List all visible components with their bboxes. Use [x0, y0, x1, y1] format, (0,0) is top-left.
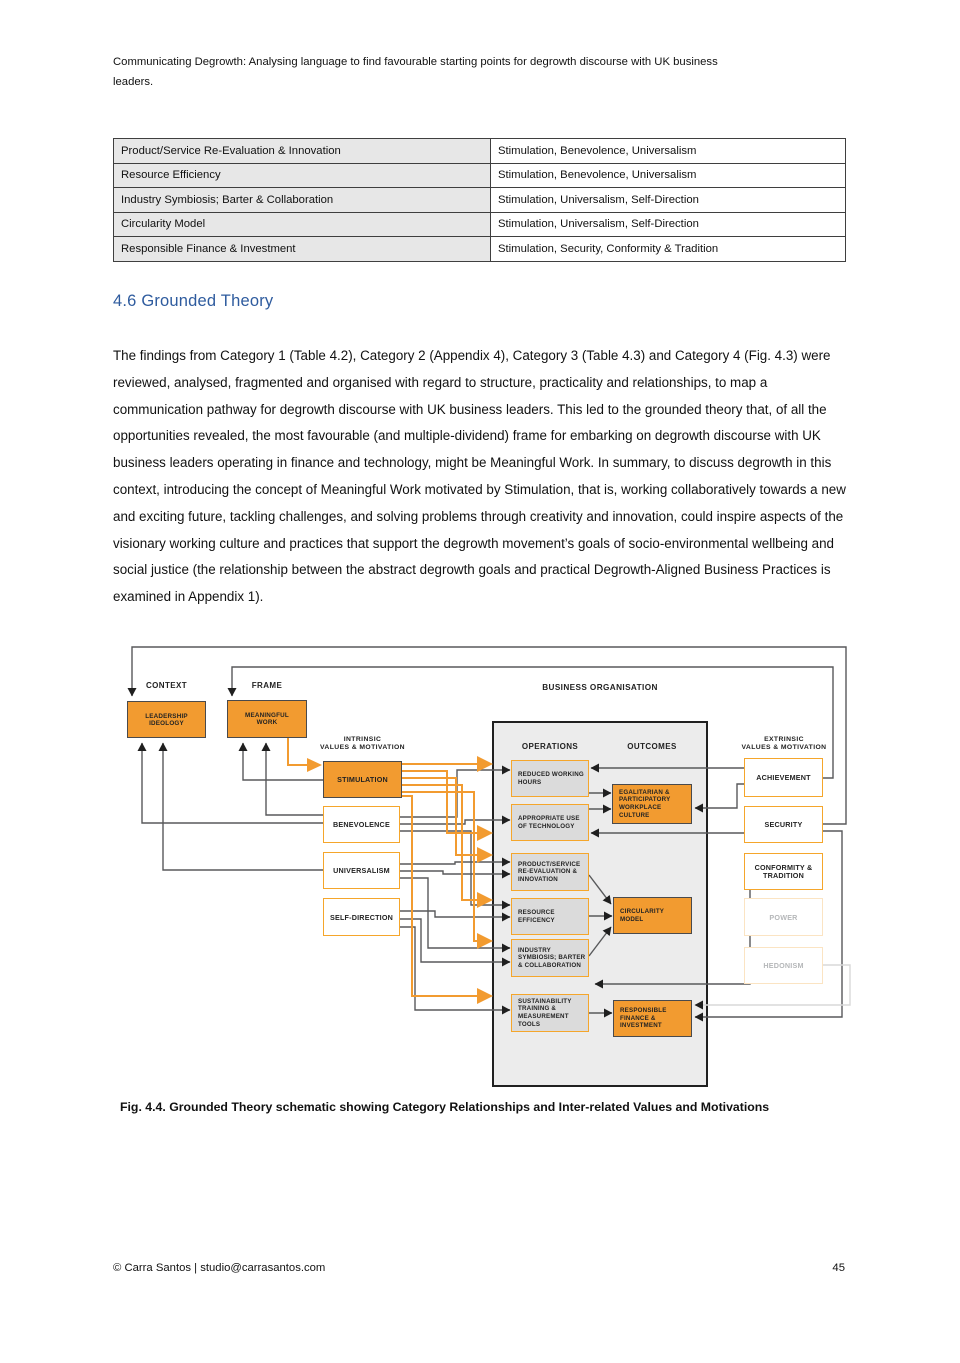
values-cell: Stimulation, Universalism, Self-Direction	[491, 188, 846, 213]
values-cell: Stimulation, Benevolence, Universalism	[491, 139, 846, 164]
practice-cell: Resource Efficiency	[114, 163, 491, 188]
values-cell: Stimulation, Universalism, Self-Direction	[491, 212, 846, 237]
box-industry-symbiosis: INDUSTRY SYMBIOSIS; BARTER & COLLABORATION	[511, 939, 589, 977]
box-resource-efficency: RESOURCE EFFICENCY	[511, 898, 589, 935]
box-power: POWER	[744, 898, 823, 936]
running-header: Communicating Degrowth: Analysing language to find favourable starting points for degrowth discourse with UK business leaders.	[113, 56, 718, 88]
box-reduced-working-hours: REDUCED WORKING HOURS	[511, 760, 589, 797]
figure-caption: Fig. 4.4. Grounded Theory schematic showing Category Relationships and Inter-related Values and Motivations	[120, 1100, 770, 1114]
practice-cell: Responsible Finance & Investment	[114, 237, 491, 262]
frame-label: FRAME	[251, 681, 283, 690]
grounded-theory-schematic	[125, 643, 855, 1095]
box-meaningful-work: MEANINGFUL WORK	[227, 700, 307, 738]
context-label: CONTEXT	[145, 681, 188, 690]
operations-label: OPERATIONS	[521, 742, 579, 751]
box-achievement: ACHIEVEMENT	[744, 758, 823, 797]
intrinsic-values-label: INTRINSIC VALUES & MOTIVATION	[319, 736, 405, 751]
table-row	[114, 188, 846, 213]
box-product-service-re-evaluation: PRODUCT/SERVICE RE-EVALUATION & INNOVATION	[511, 853, 589, 891]
box-sustainability-training: SUSTAINABILITY TRAINING & MEASUREMENT TOOLS	[511, 994, 589, 1032]
values-cell: Stimulation, Benevolence, Universalism	[491, 163, 846, 188]
practice-cell: Product/Service Re-Evaluation & Innovation	[114, 139, 491, 164]
box-universalism: UNIVERSALISM	[323, 852, 400, 889]
table-row	[114, 163, 846, 188]
practices-values-table	[113, 138, 846, 262]
values-cell: Stimulation, Security, Conformity & Tradition	[491, 237, 846, 262]
practice-cell: Circularity Model	[114, 212, 491, 237]
box-benevolence: BENEVOLENCE	[323, 806, 400, 843]
box-stimulation: STIMULATION	[323, 761, 402, 798]
table-row	[114, 212, 846, 237]
business-organisation-label: BUSINESS ORGANISATION	[542, 683, 658, 692]
page-number: 45	[832, 1262, 845, 1274]
box-conformity-tradition: CONFORMITY & TRADITION	[744, 853, 823, 890]
box-leadership-ideology: LEADERSHIP IDEOLOGY	[127, 701, 206, 738]
box-hedonism: HEDONISM	[744, 947, 823, 984]
box-self-direction: SELF-DIRECTION	[323, 898, 400, 936]
table-row	[114, 237, 846, 262]
box-egalitarian-culture: EGALITARIAN & PARTICIPATORY WORKPLACE CULTURE	[612, 784, 692, 824]
extrinsic-values-label: EXTRINSIC VALUES & MOTIVATION	[741, 736, 827, 751]
practice-cell: Industry Symbiosis; Barter & Collaboration	[114, 188, 491, 213]
box-appropriate-use-of-technology: APPROPRIATE USE OF TECHNOLOGY	[511, 804, 589, 841]
box-responsible-finance: RESPONSIBLE FINANCE & INVESTMENT	[613, 1000, 692, 1037]
outcomes-label: OUTCOMES	[627, 742, 677, 751]
box-security: SECURITY	[744, 806, 823, 843]
body-paragraph: The findings from Category 1 (Table 4.2), Category 2 (Appendix 4), Category 3 (Table 4.3) and Category 4 (Fig. 4.3) were reviewed, analysed, fragmented and organised with regard to structure, practicality and relationships, to map a communication pathway for degrowth discourse with UK business leaders. This led to the grounded theory that, of all the opportunities revealed, the most favourable (and multiple-dividend) frame for embarking on degrowth discourse with UK business leaders operating in finance and technology, might be Meaningful Work. In summary, to discuss degrowth in this context, introducing the concept of Meaningful Work motivated by Stimulation, that is, working collaboratively towards a new and exciting future, tackling challenges, and solving problems through creativity and innovation, could inspire aspects of the visionary working culture and practices that support the degrowth movement’s goals of socio-environmental wellbeing and social justice (the relationship between the abstract degrowth goals and practical Degrowth-Aligned Business Practices is examined in Appendix 1).	[113, 348, 846, 605]
box-circularity-model: CIRCULARITY MODEL	[613, 897, 692, 934]
table-row	[114, 139, 846, 164]
footer-copyright: © Carra Santos | studio@carrasantos.com	[113, 1262, 326, 1274]
section-heading: 4.6 Grounded Theory	[113, 292, 274, 310]
